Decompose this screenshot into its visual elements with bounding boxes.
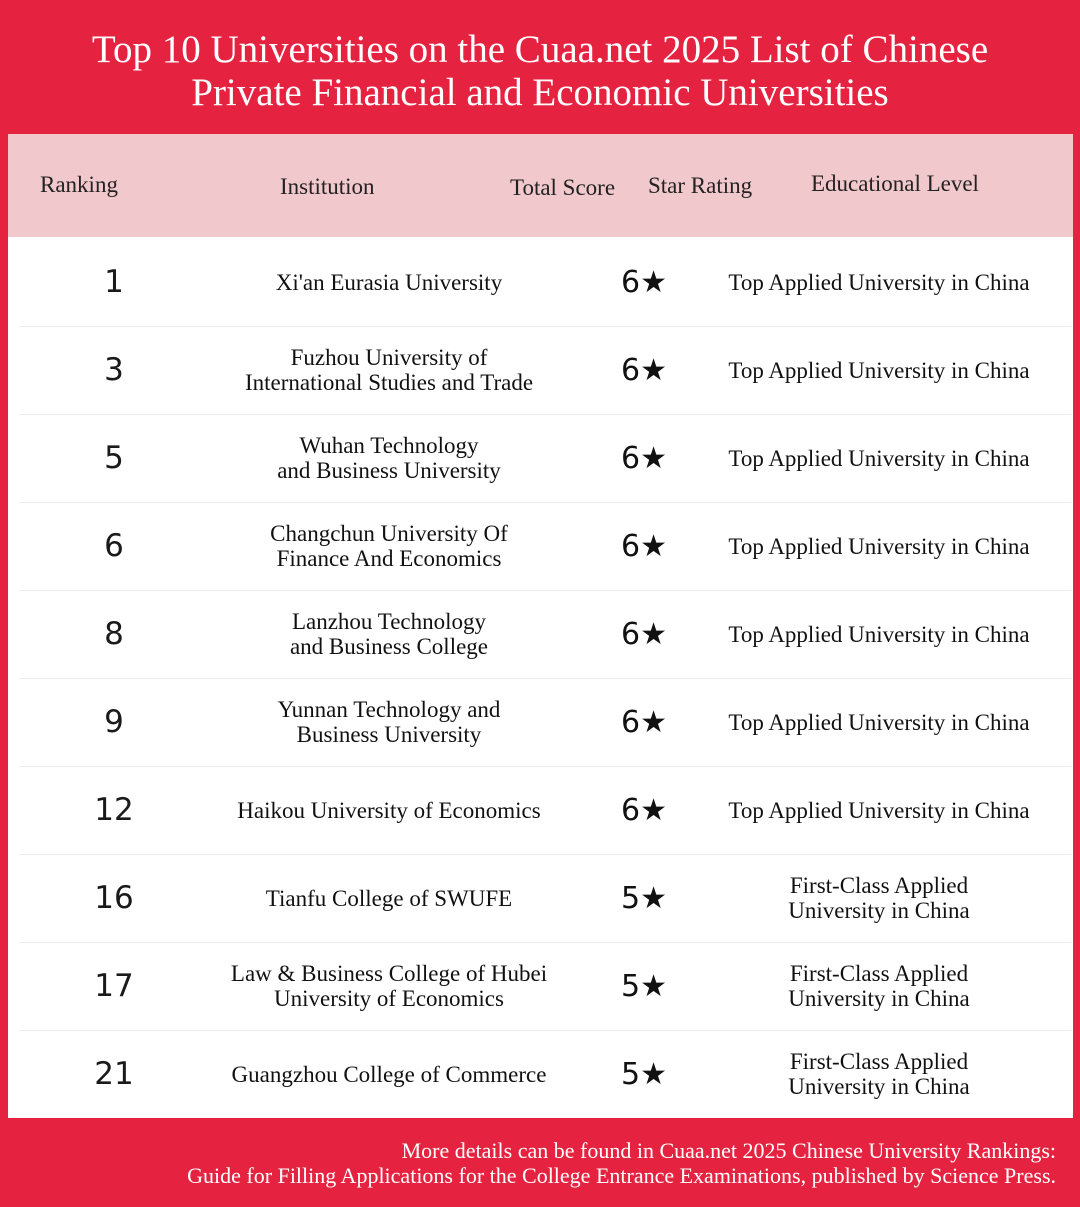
table-row	[19, 326, 1071, 415]
institution-cell: Xi'an Eurasia University	[275, 269, 503, 295]
rank-cell: 8	[104, 616, 124, 652]
institution-cell: Wuhan Technology and Business University	[277, 433, 501, 483]
header-star-rating: Star Rating	[648, 173, 753, 198]
table-row	[19, 502, 1071, 591]
institution-cell: Haikou University of Economics	[237, 797, 541, 823]
table-row	[19, 414, 1071, 503]
educational-level-cell: First-Class Applied University in China	[788, 1049, 970, 1099]
source-note-line-2: Guide for Filling Applications for the College Entrance Examinations, published by Science Press.	[187, 1163, 1056, 1188]
source-note-line-1: More details can be found in Cuaa.net 2025 Chinese University Rankings:	[401, 1138, 1056, 1163]
source-note	[16, 1138, 1056, 1188]
table-header	[8, 134, 1073, 237]
institution-cell: Guangzhou College of Commerce	[231, 1061, 547, 1087]
educational-level-cell: Top Applied University in China	[728, 709, 1030, 735]
header-total-score: Total Score	[510, 175, 616, 200]
star-rating-cell: 6★	[621, 264, 667, 300]
header-educational-level: Educational Level	[811, 171, 979, 196]
institution-cell: Yunnan Technology and Business University	[277, 697, 501, 747]
institution-cell: Fuzhou University of International Studies and Trade	[244, 345, 534, 395]
star-rating-cell: 5★	[621, 1056, 667, 1092]
star-rating-cell: 6★	[621, 704, 667, 740]
institution-cell: Lanzhou Technology and Business College	[289, 609, 489, 659]
institution-cell: Tianfu College of SWUFE	[265, 885, 513, 911]
rank-cell: 5	[104, 440, 124, 476]
rank-cell: 17	[94, 968, 134, 1004]
educational-level-cell: First-Class Applied University in China	[788, 961, 970, 1011]
title-line-1: Top 10 Universities on the Cuaa.net 2025 List of Chinese	[91, 28, 989, 71]
title-line-2: Private Financial and Economic Universities	[191, 71, 889, 114]
star-rating-cell: 6★	[621, 616, 667, 652]
header-ranking: Ranking	[40, 172, 118, 197]
star-rating-cell: 6★	[621, 528, 667, 564]
table-row	[19, 766, 1071, 855]
header-institution: Institution	[280, 174, 375, 199]
educational-level-cell: Top Applied University in China	[728, 533, 1030, 559]
rank-cell: 16	[94, 880, 134, 916]
table-row	[19, 678, 1071, 767]
rank-cell: 1	[104, 264, 124, 300]
educational-level-cell: Top Applied University in China	[728, 269, 1030, 295]
rank-cell: 12	[94, 792, 134, 828]
table-row	[19, 942, 1071, 1031]
star-rating-cell: 6★	[621, 792, 667, 828]
table-row	[19, 854, 1071, 943]
institution-cell: Changchun University Of Finance And Economics	[270, 521, 508, 571]
educational-level-cell: Top Applied University in China	[728, 445, 1030, 471]
institution-cell: Law & Business College of Hubei University of Economics	[230, 961, 548, 1011]
table-row	[19, 238, 1071, 327]
educational-level-cell: Top Applied University in China	[728, 621, 1030, 647]
star-rating-cell: 5★	[621, 968, 667, 1004]
ranking-table	[8, 134, 1073, 1118]
star-rating-cell: 6★	[621, 352, 667, 388]
educational-level-cell: Top Applied University in China	[728, 797, 1030, 823]
educational-level-cell: Top Applied University in China	[728, 357, 1030, 383]
table-row	[19, 590, 1071, 679]
rank-cell: 21	[94, 1056, 134, 1092]
star-rating-cell: 5★	[621, 880, 667, 916]
rank-cell: 3	[104, 352, 124, 388]
table-row	[19, 1030, 1071, 1118]
rank-cell: 6	[104, 528, 124, 564]
star-rating-cell: 6★	[621, 440, 667, 476]
rank-cell: 9	[104, 704, 124, 740]
educational-level-cell: First-Class Applied University in China	[788, 873, 970, 923]
poster-title	[0, 28, 1080, 114]
